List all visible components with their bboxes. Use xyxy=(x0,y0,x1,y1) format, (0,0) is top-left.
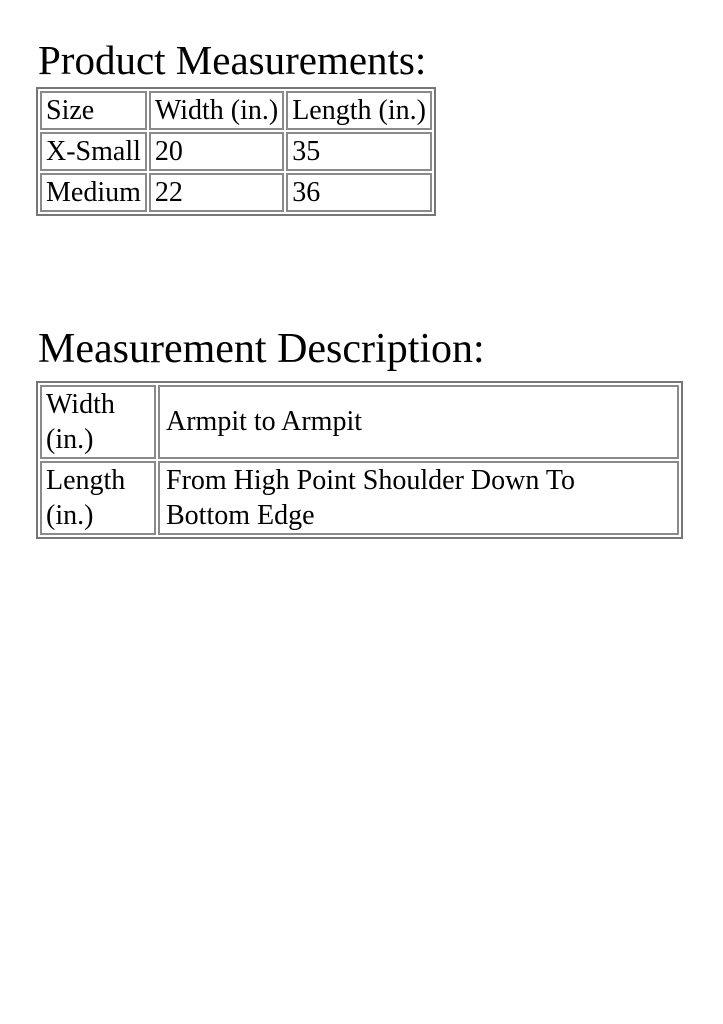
description-row-width xyxy=(40,385,679,459)
table-row-medium xyxy=(40,173,432,212)
size-cell: X-Small xyxy=(40,132,147,171)
measure-label-cell: Width (in.) xyxy=(40,385,156,459)
table-row-xsmall xyxy=(40,132,432,171)
width-value-cell: 20 xyxy=(149,132,284,171)
measurement-description-title: Measurement Description: xyxy=(38,326,485,373)
length-value-cell: 35 xyxy=(286,132,432,171)
product-measurements-title: Product Measurements: xyxy=(38,37,427,83)
product-measurements-table xyxy=(36,87,436,216)
length-value-cell: 36 xyxy=(286,173,432,212)
width-value-cell: 22 xyxy=(149,173,284,212)
measurement-description-table xyxy=(36,381,683,539)
description-row-length xyxy=(40,461,679,535)
measure-description-cell: Armpit to Armpit xyxy=(158,385,679,459)
product-table-header-row xyxy=(40,91,432,130)
measure-label-cell: Length (in.) xyxy=(40,461,156,535)
column-header-width: Width (in.) xyxy=(149,91,284,130)
size-cell: Medium xyxy=(40,173,147,212)
column-header-length: Length (in.) xyxy=(286,91,432,130)
measure-description-cell: From High Point Shoulder Down To Bottom Edge xyxy=(158,461,679,535)
column-header-size: Size xyxy=(40,91,147,130)
